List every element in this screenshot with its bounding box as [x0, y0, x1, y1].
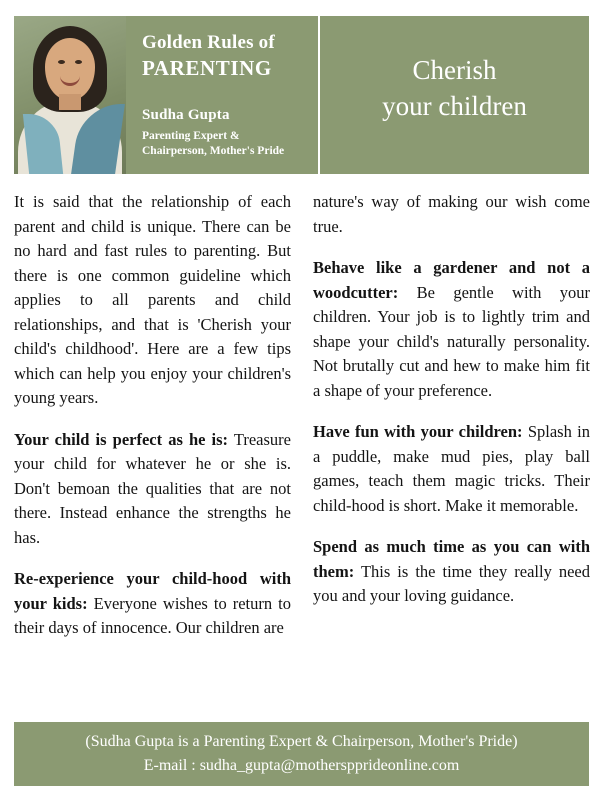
portrait-eye-right [75, 60, 82, 64]
article-body [14, 190, 589, 702]
paragraph-text: Treasure your child for whatever he or she is. Don't bemoan the qualities that are not there. Instead enhance the strengths he has. [14, 429, 291, 547]
paragraph-text: nature's way of making our wish come true. [313, 192, 590, 236]
article-header [14, 16, 589, 174]
footer-email[interactable]: E-mail : sudha_gupta@motherspprideonline.com [143, 757, 460, 774]
portrait-eye-left [58, 60, 65, 64]
paragraph-text: This is the time they really need you and your loving guidance. [313, 561, 590, 605]
paragraph [14, 567, 291, 641]
author-name: Sudha Gupta [142, 107, 230, 123]
headline-line-1: Cherish [412, 55, 497, 85]
footer-credit: (Sudha Gupta is a Parenting Expert & Chairperson, Mother's Pride) [85, 733, 518, 750]
paragraph [313, 190, 590, 239]
paragraph-lead: Your child is perfect as he is: [14, 429, 229, 449]
right-column [313, 190, 590, 702]
paragraph-lead: Spend as much time as you can with them: [313, 537, 590, 581]
paragraph-lead: Behave like a gardener and not a woodcutter: [313, 258, 590, 302]
paragraph [313, 420, 590, 518]
article-headline [320, 16, 589, 174]
paragraph-text: Everyone wishes to return to their days of innocence. Our children are [14, 593, 292, 637]
portrait-face [45, 38, 95, 100]
series-title-line-1: Golden Rules of [142, 32, 275, 53]
paragraph [313, 256, 590, 403]
paragraph [313, 535, 590, 609]
paragraph [14, 428, 291, 551]
paragraph-lead: Re-experience your child-hood with your kids: [14, 569, 291, 613]
author-portrait-image [14, 16, 126, 174]
paragraph-lead: Have fun with your children: [313, 422, 523, 441]
paragraph-text: Splash in a puddle, make mud pies, play ball games, teach them magic tricks. Their child-hood is short. Make it memorable. [313, 422, 590, 515]
author-role-line-2: Chairperson, Mother's Pride [142, 145, 285, 157]
paragraph-text: Be gentle with your children. Your job is to lightly trim and shape your child's naturally personality. Not brutally cut and hew to make him fit a shape of your preference. [313, 282, 590, 400]
headline-line-2: your children [382, 91, 527, 121]
portrait-neck [59, 94, 81, 110]
article-footer [14, 722, 589, 786]
left-column [14, 190, 291, 702]
series-title-line-2: PARENTING [142, 56, 272, 80]
paragraph-text: It is said that the relationship of each parent and child is unique. There can be no hard and fast rules to parenting. But there is one common guideline which applies to all parents and child relationships, and that is 'Cherish your child's childhood'. Here are a few tips which can help you enjoy your children's young years. [14, 192, 291, 407]
author-role-line-1: Parenting Expert & [142, 130, 240, 142]
title-block [126, 16, 320, 174]
paragraph [14, 190, 291, 411]
